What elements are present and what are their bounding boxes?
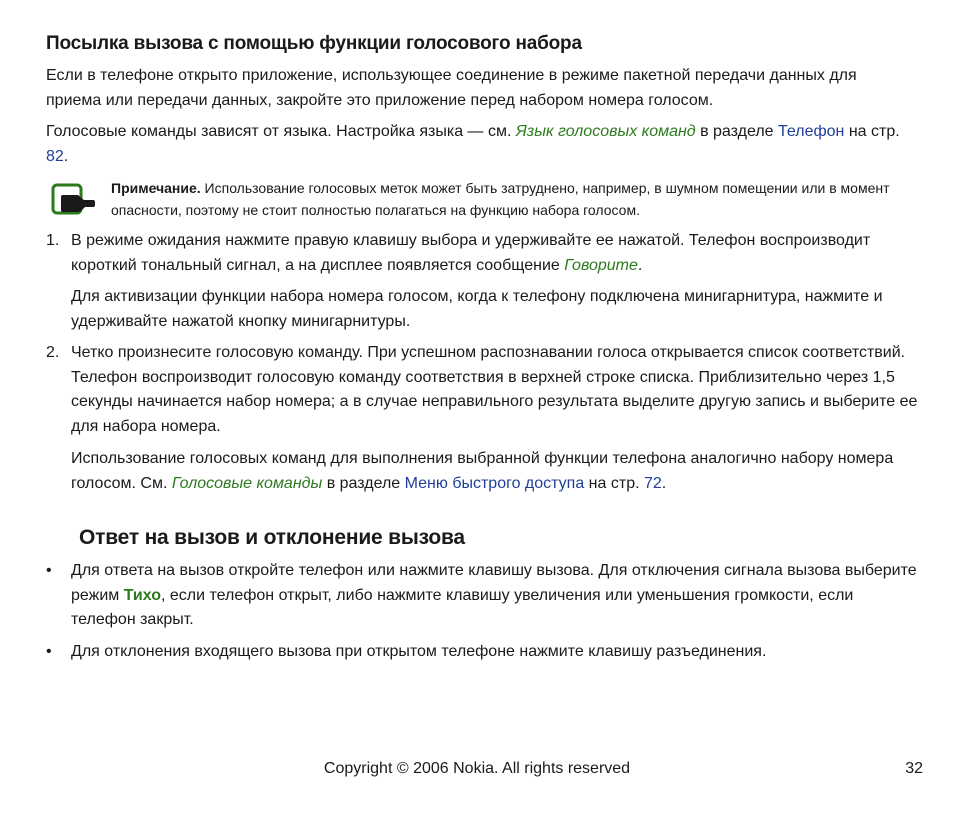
bullet-reject-call: Для отклонения входящего вызова при открытом телефоне нажмите клавишу разъединения. — [71, 643, 767, 660]
link-phone-section[interactable]: Телефон — [778, 123, 845, 140]
section-heading-voice-dial: Посылка вызова с помощью функции голосового набора — [46, 33, 582, 54]
step-marker-2: 2. — [46, 344, 60, 361]
bullet-answer-call-end: , если телефон открыт, либо нажмите клавишу увеличения или уменьшения громкости, если телефон закрыт. — [71, 586, 854, 628]
step-1-body: В режиме ожидания нажмите правую клавишу выбора и удерживайте ее нажатой. Телефон воспроизводит короткий тональный сигнал, а на дисплее появляется сообщение — [71, 232, 871, 274]
link-page-82[interactable]: 82 — [46, 147, 64, 165]
step-1-end: . — [637, 256, 643, 274]
paragraph-language-mid: в разделе — [695, 123, 778, 140]
link-govorite[interactable]: Говорите — [564, 256, 638, 274]
step-2-subparagraph — [71, 447, 921, 496]
note-block — [111, 177, 911, 221]
step-2-sub-end: . — [661, 474, 667, 492]
note-label: Примечание. — [111, 180, 201, 196]
step-1-subparagraph: Для активизации функции набора номера голосом, когда к телефону подключена минигарнитура, нажмите и удерживайте нажатой кнопку минигарнитуры. — [71, 288, 883, 330]
step-2-text: Четко произнесите голосовую команду. При успешном распознавании голоса открывается список соответствий. Телефон воспроизводит голосовую команду соответствия в верхней строке списка. Приблизительно через 1,5 секунды начинается набор номера; а в случае неправильного результата выделите другую запись и выберите ее для набора номера. — [71, 344, 918, 435]
paragraph-close-app: Если в телефоне открыто приложение, использующее соединение в режиме пакетной передачи данных для приема или передачи данных, закройте это приложение перед набором номера голосом. — [46, 67, 857, 109]
link-voice-commands[interactable]: Голосовые команды — [171, 474, 323, 492]
paragraph-language — [46, 120, 916, 169]
link-page-72[interactable]: 72 — [643, 474, 662, 492]
step-2-sub-page-prefix: на стр. — [584, 474, 644, 492]
note-text: Использование голосовых меток может быть затруднено, например, в шумном помещении или в момент опасности, поэтому не стоит полностью полагаться на функцию набора голосом. — [111, 180, 890, 218]
link-silent-mode[interactable]: Тихо — [123, 586, 161, 604]
paragraph-language-end: . — [63, 147, 69, 165]
step-2-sub-mid: в разделе — [322, 474, 405, 492]
link-shortcut-menu[interactable]: Меню быстрого доступа — [404, 474, 585, 492]
step-marker-1: 1. — [46, 232, 60, 249]
page-number: 32 — [905, 760, 923, 777]
paragraph-language-page-prefix: на стр. — [844, 123, 900, 140]
bullet-answer-call — [71, 559, 921, 633]
step-2-sub-body: Использование голосовых команд для выполнения выбранной функции телефона аналогично набору номера голосом. См. — [71, 450, 894, 492]
note-icon — [51, 183, 97, 217]
paragraph-language-text: Голосовые команды зависят от языка. Настройка языка — см. — [46, 123, 516, 140]
link-voice-command-language[interactable]: Язык голосовых команд — [515, 123, 696, 140]
bullet-answer-call-body: Для ответа на вызов откройте телефон или нажмите клавишу вызова. Для отключения сигнала вызова выберите режим — [71, 562, 917, 604]
step-1-text — [71, 229, 921, 278]
bullet-symbol: • — [46, 643, 52, 660]
footer-copyright: Copyright © 2006 Nokia. All rights reserved — [323, 760, 631, 777]
section-heading-answer-call: Ответ на вызов и отклонение вызова — [79, 526, 465, 549]
bullet-symbol: • — [46, 562, 52, 579]
